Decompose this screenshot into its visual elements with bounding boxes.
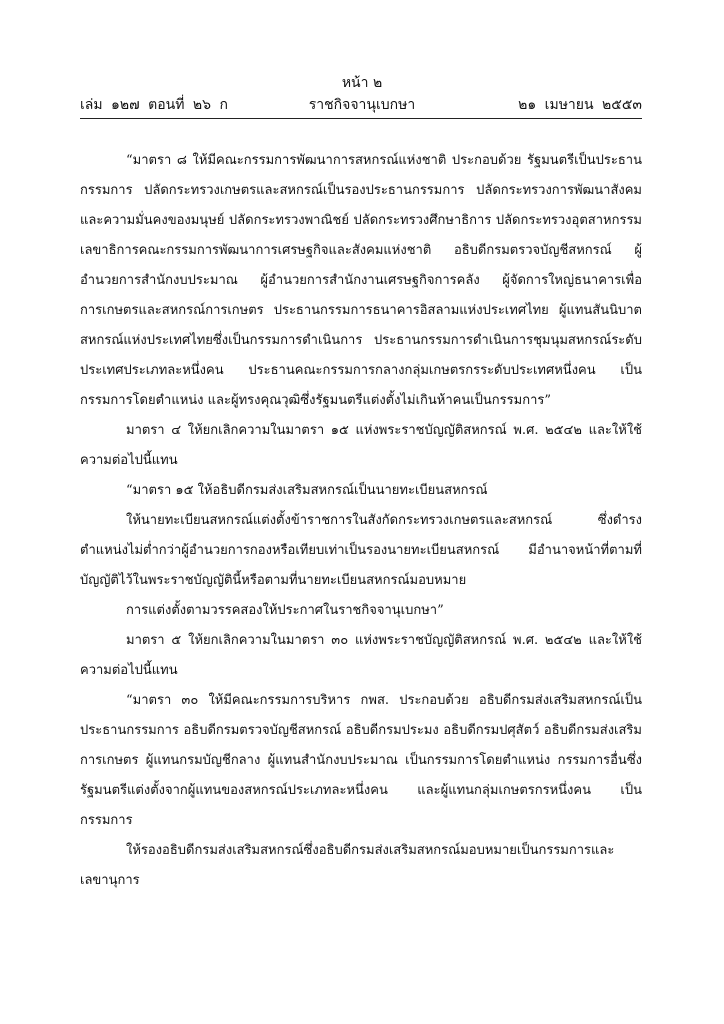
section-4-paragraph: มาตรา ๔ ให้ยกเลิกความในมาตรา ๑๕ แห่งพระราชบัญญัติสหกรณ์ พ.ศ. ๒๕๔๒ และให้ใช้ความต่อไปนี้แทน	[80, 423, 642, 468]
section-15-clause-2: ให้นายทะเบียนสหกรณ์แต่งตั้งข้าราชการในสังกัดกระทรวงเกษตรและสหกรณ์ ซึ่งดำรงตำแหน่งไม่ต่ำกว่าผู้อำนวยการกองหรือเทียบเท่าเป็นรองนายทะเบียนสหกรณ์ มีอำนาจหน้าที่ตามที่บัญญัติไว้ในพระราชบัญญัตินี้หรือตามที่นายทะเบียนสหกรณ์มอบหมาย	[80, 513, 642, 588]
section-15-paragraph: “มาตรา ๑๕ ให้อธิบดีกรมส่งเสริมสหกรณ์เป็นนายทะเบียนสหกรณ์	[126, 483, 488, 498]
section-15-clause-3: การแต่งตั้งตามวรรคสองให้ประกาศในราชกิจจานุเบกษา”	[126, 603, 444, 618]
volume-issue: เล่ม ๑๒๗ ตอนที่ ๒๖ ก	[80, 97, 228, 113]
header-divider	[80, 118, 642, 119]
document-body	[80, 146, 642, 896]
section-5-paragraph: มาตรา ๕ ให้ยกเลิกความในมาตรา ๓๐ แห่งพระราชบัญญัติสหกรณ์ พ.ศ. ๒๕๔๒ และให้ใช้ความต่อไปนี้แทน	[80, 633, 642, 678]
section-30-paragraph: “มาตรา ๓๐ ให้มีคณะกรรมการบริหาร กพส. ประกอบด้วย อธิบดีกรมส่งเสริมสหกรณ์เป็นประธานกรรมการ อธิบดีกรมตรวจบัญชีสหกรณ์ อธิบดีกรมประมง อธิบดีกรมปศุสัตว์ อธิบดีกรมส่งเสริมการเกษตร ผู้แทนกรมบัญชีกลาง ผู้แทนสำนักงบประมาณ เป็นกรรมการโดยตำแหน่ง กรรมการอื่นซึ่งรัฐมนตรีแต่งตั้งจากผู้แทนของสหกรณ์ประเภทละหนึ่งคน และผู้แทนกลุ่มเกษตรกรหนึ่งคน เป็นกรรมการ	[80, 693, 642, 828]
publication-name: ราชกิจจานุเบกษา	[308, 97, 416, 113]
page-number: หน้า ๒	[341, 75, 383, 91]
publication-date: ๒๑ เมษายน ๒๕๕๓	[518, 97, 642, 113]
section-8-paragraph: “มาตรา ๘ ให้มีคณะกรรมการพัฒนาการสหกรณ์แห่งชาติ ประกอบด้วย รัฐมนตรีเป็นประธานกรรมการ ปลัดกระทรวงเกษตรและสหกรณ์เป็นรองประธานกรรมการ ปลัดกระทรวงการพัฒนาสังคมและความมั่นคงของมนุษย์ ปลัดกระทรวงพาณิชย์ ปลัดกระทรวงศึกษาธิการ ปลัดกระทรวงอุตสาหกรรม เลขาธิการคณะกรรมการพัฒนาการเศรษฐกิจและสังคมแห่งชาติ อธิบดีกรมตรวจบัญชีสหกรณ์ ผู้อำนวยการสำนักงบประมาณ ผู้อำนวยการสำนักงานเศรษฐกิจการคลัง ผู้จัดการใหญ่ธนาคารเพื่อการเกษตรและสหกรณ์การเกษตร ประธานกรรมการธนาคารอิสลามแห่งประเทศไทย ผู้แทนสันนิบาตสหกรณ์แห่งประเทศไทยซึ่งเป็นกรรมการดำเนินการ ประธานกรรมการดำเนินการชุมนุมสหกรณ์ระดับประเทศประเภทละหนึ่งคน ประธานคณะกรรมการกลางกลุ่มเกษตรกรระดับประเทศหนึ่งคน เป็นกรรมการโดยตำแหน่ง และผู้ทรงคุณวุฒิซึ่งรัฐมนตรีแต่งตั้งไม่เกินห้าคนเป็นกรรมการ”	[80, 153, 642, 408]
section-30-clause-2: ให้รองอธิบดีกรมส่งเสริมสหกรณ์ซึ่งอธิบดีกรมส่งเสริมสหกรณ์มอบหมายเป็นกรรมการและเลขานุการ	[80, 843, 615, 888]
